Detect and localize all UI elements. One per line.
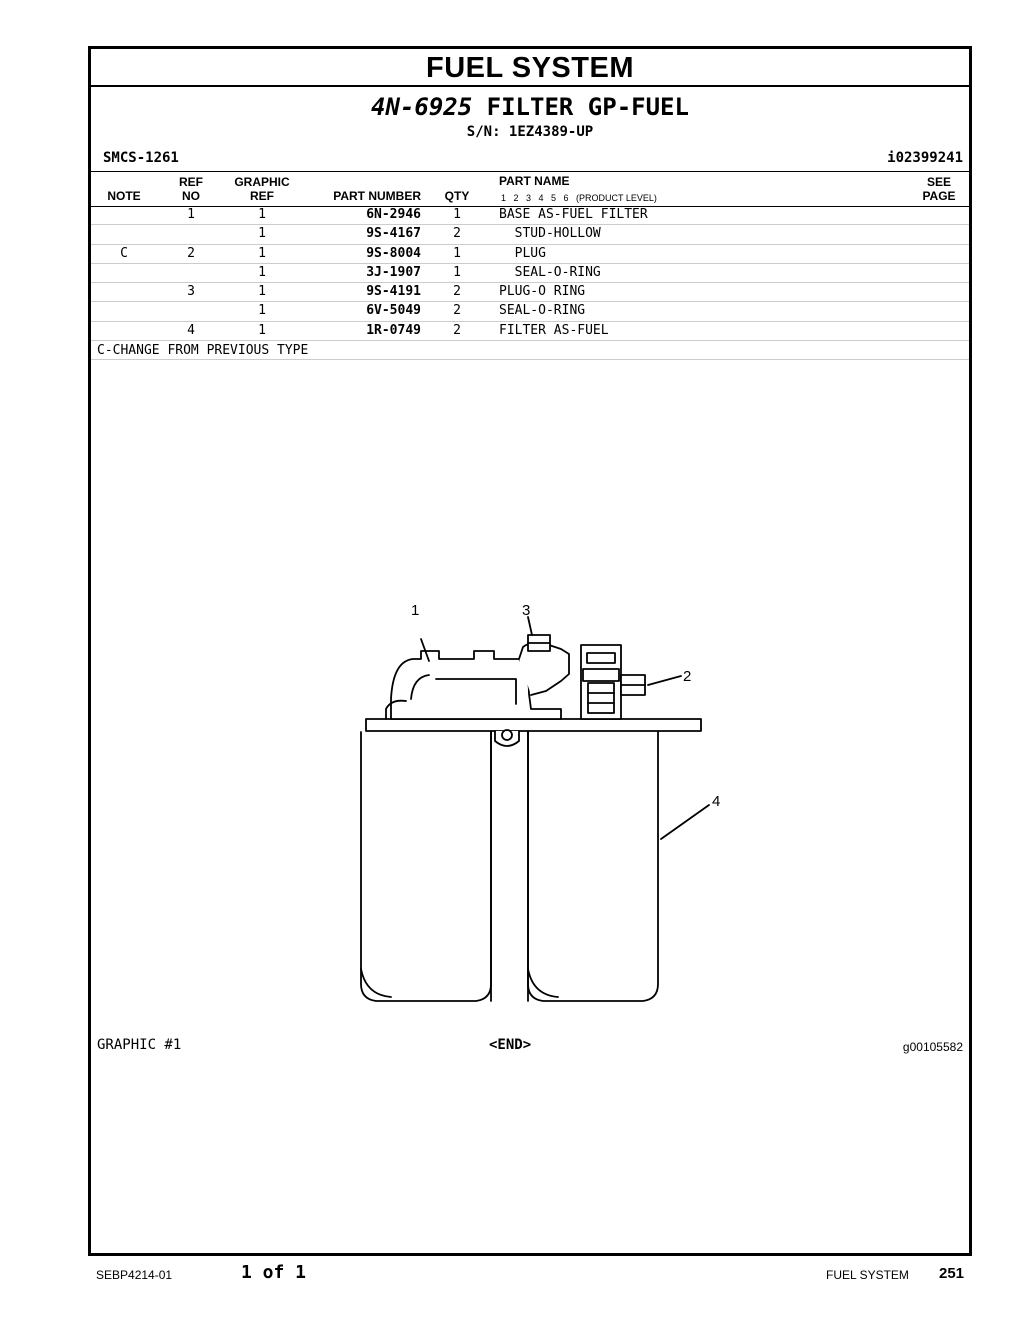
cell-part-name: FILTER AS-FUEL (499, 322, 609, 338)
base-plate (366, 719, 701, 731)
col-see-bottom: PAGE (922, 189, 956, 203)
col-note: NOTE (107, 189, 141, 203)
page-of: 1 of 1 (241, 1262, 307, 1283)
cell-part-name: PLUG-O RING (499, 284, 586, 300)
cell-graphic-ref: 1 (258, 207, 266, 222)
cell-part-number: 9S-4191 (366, 284, 421, 300)
col-see-top: SEE (926, 175, 951, 189)
footer-section: FUEL SYSTEM (826, 1268, 909, 1282)
table-row (91, 225, 969, 244)
cell-part-number: 9S-8004 (366, 245, 421, 261)
cell-part-name: PLUG (499, 245, 546, 261)
cell-qty: 2 (453, 303, 461, 319)
table-row (91, 264, 969, 283)
section-title: FUEL SYSTEM (91, 49, 969, 87)
mount-eye (495, 731, 519, 746)
col-part-name: PART NAME (499, 174, 570, 188)
callout-3: 3 (522, 605, 531, 619)
parts-table (91, 206, 969, 360)
document-number: SEBP4214-01 (96, 1268, 173, 1282)
cell-part-number: 1R-0749 (366, 322, 421, 338)
graphic-id: g00105582 (902, 1040, 963, 1054)
cell-qty: 2 (453, 226, 461, 242)
cell-ref: 3 (187, 284, 195, 300)
col-product-levels: 1 2 3 4 5 6 (PRODUCT LEVEL) (501, 193, 657, 203)
table-row (91, 283, 969, 302)
callout-1: 1 (411, 605, 420, 619)
cell-part-name: BASE AS-FUEL FILTER (499, 207, 648, 222)
page-footer (0, 1262, 1020, 1292)
cell-graphic-ref: 1 (258, 284, 266, 300)
table-row (91, 322, 969, 341)
cell-ref: 4 (187, 322, 195, 338)
cell-qty: 2 (453, 322, 461, 338)
cell-qty: 1 (453, 264, 461, 280)
page-number: 251 (939, 1265, 965, 1282)
end-marker: <END> (489, 1037, 532, 1053)
cell-qty: 1 (453, 245, 461, 261)
table-header (91, 171, 969, 207)
col-part-number: PART NUMBER (333, 189, 421, 203)
right-filter-canister (528, 732, 658, 1001)
smcs-code: SMCS-1261 (103, 150, 179, 166)
cell-part-number: 6N-2946 (366, 207, 421, 222)
document-ident: i02399241 (887, 150, 963, 166)
table-row (91, 206, 969, 225)
col-graphic-top: GRAPHIC (234, 175, 290, 189)
col-graphic-bottom: REF (250, 189, 274, 203)
leader-line-2 (648, 676, 681, 685)
cell-ref: 1 (187, 207, 195, 222)
cell-part-name: STUD-HOLLOW (499, 226, 601, 242)
cell-part-name: SEAL-O-RING (499, 264, 601, 280)
group-name: FILTER GP-FUEL (486, 93, 689, 121)
table-row (91, 302, 969, 321)
table-row (91, 245, 969, 264)
cell-graphic-ref: 1 (258, 322, 266, 338)
col-qty: QTY (444, 189, 470, 203)
cell-ref: 2 (187, 245, 195, 261)
cell-graphic-ref: 1 (258, 245, 266, 261)
cell-note: C (120, 245, 128, 261)
cell-qty: 2 (453, 284, 461, 300)
cell-part-name: SEAL-O-RING (499, 303, 586, 319)
cell-part-number: 9S-4167 (366, 226, 421, 242)
cell-part-number: 3J-1907 (366, 264, 421, 280)
col-ref-bottom: NO (182, 189, 200, 203)
group-part-number: 4N-6925 (371, 93, 473, 121)
serial-range: S/N: 1EZ4389-UP (466, 124, 594, 140)
cell-graphic-ref: 1 (258, 264, 266, 280)
cell-qty: 1 (453, 207, 461, 222)
change-note: C-CHANGE FROM PREVIOUS TYPE (91, 341, 969, 360)
col-ref-top: REF (179, 175, 203, 189)
fuel-filter-illustration (355, 605, 735, 1017)
callout-2: 2 (683, 668, 692, 685)
graphic-caption: GRAPHIC #1 (97, 1037, 182, 1053)
callout-4: 4 (712, 793, 721, 810)
leader-line-4 (661, 805, 709, 839)
leader-line-3 (528, 617, 532, 635)
left-filter-canister (361, 732, 491, 1001)
cell-graphic-ref: 1 (258, 303, 266, 319)
page-frame (88, 46, 972, 1256)
group-title (91, 93, 969, 121)
cell-graphic-ref: 1 (258, 226, 266, 242)
cell-part-number: 6V-5049 (366, 303, 421, 319)
